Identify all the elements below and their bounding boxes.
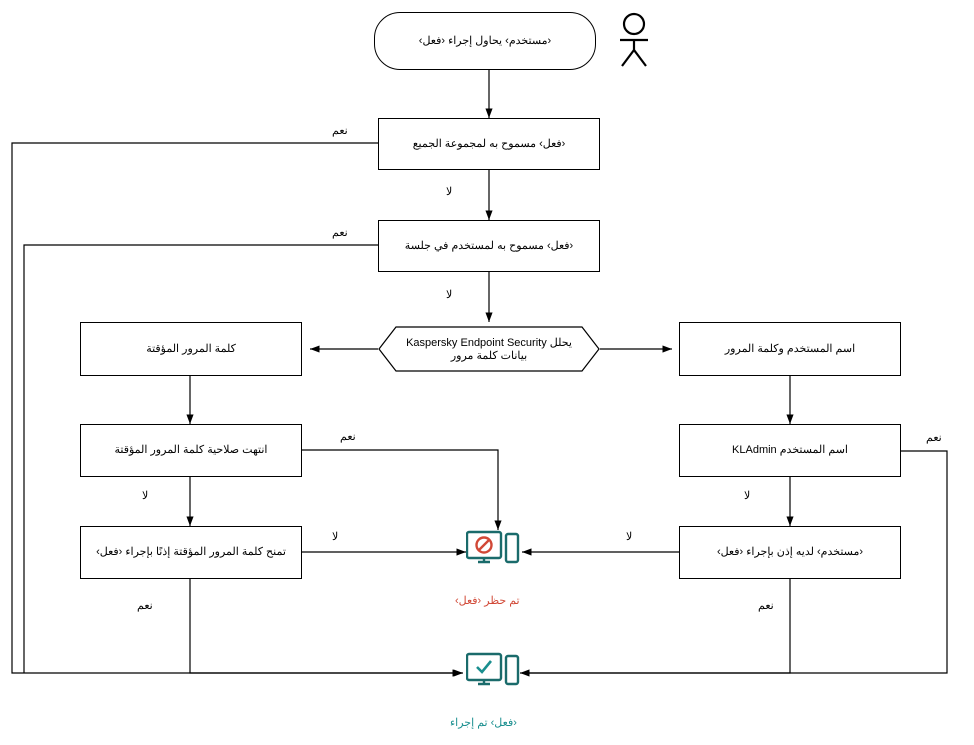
node-kladmin-username <box>679 424 901 477</box>
edge-label-allowed-all-no: لا <box>446 186 453 198</box>
node-password-analysis-decision <box>378 326 600 372</box>
node-user-has-permission <box>679 526 901 579</box>
monitor-check-icon <box>466 652 522 701</box>
node-start <box>374 12 596 70</box>
edge-label-temp-grants-yes: نعم <box>137 600 153 612</box>
node-temporary-password-grants-permission-label: تمنح كلمة المرور المؤقتة إذنًا بإجراء ‹فعل› <box>96 546 286 559</box>
node-temporary-password-expired <box>80 424 302 477</box>
node-allowed-for-everyone-label: ‹فعل› مسموح به لمجموعة الجميع <box>412 137 566 150</box>
node-temporary-password-label: كلمة المرور المؤقتة <box>146 342 236 355</box>
edge-label-temp-expired-yes: نعم <box>340 431 356 443</box>
user-actor-icon <box>606 10 662 75</box>
node-user-has-permission-label: ‹مستخدم› لديه إذن بإجراء ‹فعل› <box>716 546 864 559</box>
node-allowed-for-session-user-label: ‹فعل› مسموح به لمستخدم في جلسة <box>404 239 574 252</box>
edge-label-user-allowed-yes: نعم <box>758 600 774 612</box>
node-temporary-password <box>80 322 302 376</box>
monitor-blocked-icon <box>466 530 522 579</box>
edge-label-temp-expired-no: لا <box>142 490 149 502</box>
node-password-analysis-decision-label: يحلل Kaspersky Endpoint Security بيانات كلمة مرور <box>406 337 572 362</box>
node-allowed-for-session-user <box>378 220 600 272</box>
node-username-and-password <box>679 322 901 376</box>
edge-label-allowed-session-yes: نعم <box>332 227 348 239</box>
edge-label-allowed-session-no: لا <box>446 289 453 301</box>
node-temporary-password-grants-permission <box>80 526 302 579</box>
edge-label-temp-grants-no: لا <box>332 531 339 543</box>
caption-action-blocked: تم حظر ‹فعل› <box>455 595 520 607</box>
node-start-label: ‹مستخدم› يحاول إجراء ‹فعل› <box>418 34 552 47</box>
node-temporary-password-expired-label: انتهت صلاحية كلمة المرور المؤقتة <box>114 444 268 457</box>
edge-label-kladmin-no: لا <box>744 490 751 502</box>
node-allowed-for-everyone <box>378 118 600 170</box>
edge-label-kladmin-yes: نعم <box>926 432 942 444</box>
node-kladmin-username-label: اسم المستخدم KLAdmin <box>732 444 848 457</box>
edge-label-allowed-all-yes: نعم <box>332 125 348 137</box>
caption-action-done: ‹فعل› تم إجراء <box>450 717 517 729</box>
edge-label-user-allowed-no: لا <box>626 531 633 543</box>
node-username-and-password-label: اسم المستخدم وكلمة المرور <box>724 342 856 355</box>
